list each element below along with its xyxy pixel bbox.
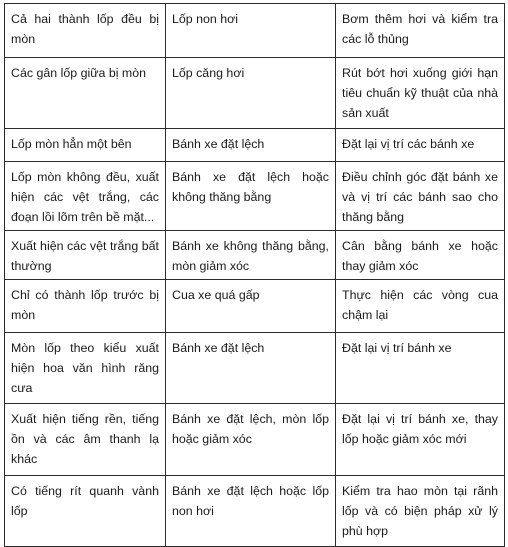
table-row bbox=[5, 476, 505, 547]
table-row bbox=[5, 404, 505, 476]
symptom-cell: Mòn lốp theo kiểu xuất hiện hoa văn hình răng cưa bbox=[5, 333, 166, 404]
symptom-cell: Xuất hiện tiếng rền, tiếng ồn và các âm thanh lạ khác bbox=[5, 404, 166, 476]
fix-cell: Điều chỉnh góc đặt bánh xe và vị trí các bánh sao cho thăng bằng bbox=[336, 162, 505, 231]
table-row bbox=[5, 231, 505, 280]
fix-cell: Cân bằng bánh xe hoặc thay giảm xóc bbox=[336, 231, 505, 280]
cause-cell: Cua xe quá gấp bbox=[166, 280, 336, 333]
fix-cell: Đặt lại vị trí các bánh xe bbox=[336, 129, 505, 162]
cause-cell: Bánh xe đặt lệch hoặc không thăng bằng bbox=[166, 162, 336, 231]
fix-cell: Rút bớt hơi xuống giới hạn tiêu chuẩn kỹ thuật của nhà sản xuất bbox=[336, 58, 505, 129]
fix-cell: Đặt lại vị trí bánh xe bbox=[336, 333, 505, 404]
cause-cell: Lốp căng hơi bbox=[166, 58, 336, 129]
symptom-cell: Xuất hiện các vệt trắng bất thường bbox=[5, 231, 166, 280]
cause-cell: Bánh xe đặt lệch bbox=[166, 129, 336, 162]
table-row bbox=[5, 162, 505, 231]
fix-cell: Thực hiện các vòng cua chậm lại bbox=[336, 280, 505, 333]
fix-cell: Kiểm tra hao mòn tại rãnh lốp và có biện pháp xử lý phù hợp bbox=[336, 476, 505, 547]
cause-cell: Bánh xe đặt lệch bbox=[166, 333, 336, 404]
cause-cell: Bánh xe không thăng bằng, mòn giảm xóc bbox=[166, 231, 336, 280]
fix-cell: Đặt lại vị trí bánh xe, thay lốp hoặc giảm xóc mới bbox=[336, 404, 505, 476]
fix-cell: Bơm thêm hơi và kiểm tra các lỗ thủng bbox=[336, 4, 505, 58]
symptom-cell: Lốp mòn không đều, xuất hiện các vệt trắng, các đoạn lồi lõm trên bề mặt... bbox=[5, 162, 166, 231]
symptom-cell: Lốp mòn hẳn một bên bbox=[5, 129, 166, 162]
cause-cell: Lốp non hơi bbox=[166, 4, 336, 58]
symptom-cell: Chỉ có thành lốp trước bị mòn bbox=[5, 280, 166, 333]
tire-diagnosis-table bbox=[4, 3, 505, 547]
table-row bbox=[5, 4, 505, 58]
cause-cell: Bánh xe đặt lệch hoặc lốp non hơi bbox=[166, 476, 336, 547]
symptom-cell: Cả hai thành lốp đều bị mòn bbox=[5, 4, 166, 58]
symptom-cell: Các gân lốp giữa bị mòn bbox=[5, 58, 166, 129]
table-row bbox=[5, 58, 505, 129]
table-row bbox=[5, 280, 505, 333]
table-row bbox=[5, 129, 505, 162]
table-row bbox=[5, 333, 505, 404]
cause-cell: Bánh xe đặt lệch, mòn lốp hoặc giảm xóc bbox=[166, 404, 336, 476]
symptom-cell: Có tiếng rít quanh vành lốp bbox=[5, 476, 166, 547]
